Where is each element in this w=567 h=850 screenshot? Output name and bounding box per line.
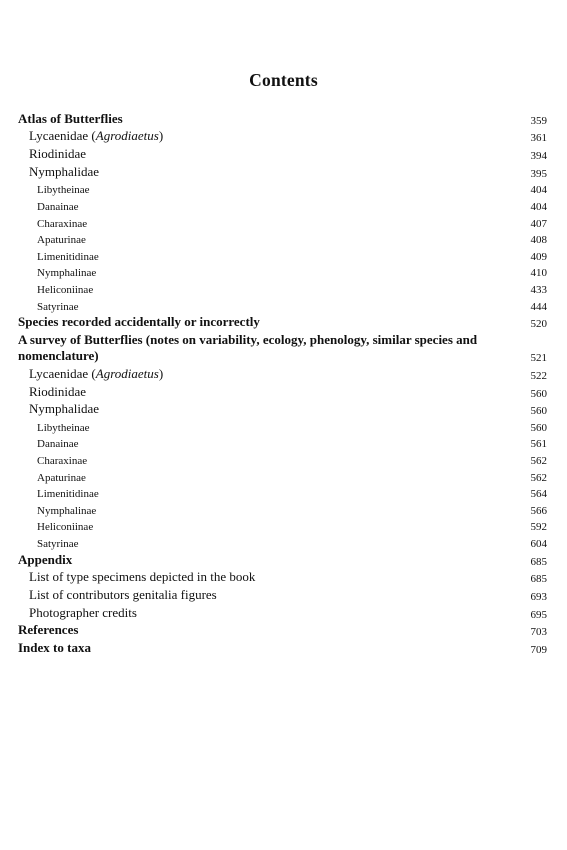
toc-entry-title-part: Riodinidae	[29, 146, 87, 162]
toc-entry-title-part: Charaxinae	[37, 217, 88, 230]
toc-page-number: 404	[530, 184, 547, 197]
toc-entry-title	[18, 521, 93, 533]
toc-entry-title-part: Danainae	[37, 438, 79, 451]
toc-entry[interactable]	[18, 568, 547, 586]
toc-page-number: 407	[530, 217, 547, 230]
toc-entry-title-part: Photographer credits	[29, 604, 137, 620]
toc-entry-title	[18, 422, 90, 434]
toc-entry-title-part: List of type specimens depicted in the book	[29, 569, 256, 585]
toc-entry[interactable]	[18, 213, 547, 230]
toc-entry-title	[18, 587, 217, 603]
toc-entry-title	[18, 201, 79, 213]
toc-entry[interactable]	[18, 162, 547, 180]
toc-entry[interactable]	[18, 330, 547, 364]
toc-page-number: 522	[530, 369, 547, 382]
toc-entry[interactable]	[18, 144, 547, 162]
toc-entry-title-part: )	[158, 128, 164, 144]
toc-entry-title	[18, 552, 72, 568]
toc-page-number: 410	[530, 267, 547, 280]
toc-page-number: 394	[530, 150, 547, 163]
toc-entry-title-part: List of contributors genitalia figures	[29, 587, 217, 603]
toc-entry-title	[18, 128, 163, 144]
toc-entry-title-part: Riodinidae	[29, 383, 87, 399]
toc-entry[interactable]	[18, 603, 547, 621]
toc-entry-title-part: Apaturinae	[37, 234, 86, 247]
toc-entry-title-part: Charaxinae	[37, 455, 88, 468]
toc-entry-title	[18, 438, 79, 450]
toc-entry[interactable]	[18, 484, 547, 501]
toc-entry-title	[18, 301, 79, 313]
toc-entry[interactable]	[18, 279, 547, 296]
toc-entry[interactable]	[18, 263, 547, 280]
toc-entry-title	[18, 538, 79, 550]
toc-page-number: 562	[530, 471, 547, 484]
toc-page-number: 564	[530, 488, 547, 501]
toc-page-number: 560	[530, 387, 547, 400]
toc-entry-title-part: Nymphalidae	[29, 163, 100, 179]
toc-entry[interactable]	[18, 196, 547, 213]
toc-entry[interactable]	[18, 550, 547, 568]
toc-page-number: 444	[530, 300, 547, 313]
table-of-contents	[18, 109, 547, 656]
toc-entry-title-part: Heliconiinae	[37, 283, 94, 296]
toc-entry[interactable]	[18, 313, 547, 331]
toc-entry-title	[18, 472, 86, 484]
toc-entry-title-part: Index to taxa	[18, 640, 91, 656]
toc-entry-title	[18, 640, 91, 656]
toc-entry[interactable]	[18, 109, 547, 127]
toc-entry-title	[18, 488, 99, 500]
toc-entry[interactable]	[18, 127, 547, 145]
toc-entry-title-part: Apaturinae	[37, 471, 86, 484]
toc-entry-title-part: A survey of Butterflies (notes on variability, ecology, phenology, similar species and nomenclature)	[18, 332, 478, 364]
toc-entry-title	[18, 569, 255, 585]
page-title: Contents	[249, 70, 318, 90]
toc-entry-title	[18, 234, 86, 246]
toc-entry-title	[18, 284, 93, 296]
toc-page-number: 703	[530, 626, 547, 639]
toc-page-number: 404	[530, 200, 547, 213]
toc-entry-title	[18, 505, 96, 517]
toc-entry-title	[18, 164, 99, 180]
toc-entry-title-part: Libytheinae	[37, 184, 90, 197]
toc-entry-title-part: )	[158, 365, 164, 381]
toc-page-number: 521	[530, 352, 547, 365]
toc-page-number: 685	[530, 573, 547, 586]
toc-entry[interactable]	[18, 400, 547, 418]
toc-entry-title	[18, 146, 86, 162]
toc-page-number: 560	[530, 405, 547, 418]
toc-page-number: 560	[530, 421, 547, 434]
toc-page-number: 520	[530, 318, 547, 331]
toc-entry-title	[18, 251, 99, 263]
toc-entry-title	[18, 605, 137, 621]
toc-entry[interactable]	[18, 467, 547, 484]
toc-entry-title-part: Lycaenidae (	[29, 128, 96, 144]
toc-page-number: 685	[530, 555, 547, 568]
toc-page-number: 561	[530, 438, 547, 451]
toc-page-number: 592	[530, 521, 547, 534]
toc-entry-title-italic: Agrodiaetus	[95, 128, 159, 144]
toc-entry[interactable]	[18, 500, 547, 517]
toc-page-number: 709	[530, 644, 547, 657]
toc-entry-title-part: Satyrinae	[37, 538, 79, 550]
toc-entry-title	[18, 267, 96, 279]
toc-entry-title-italic: Agrodiaetus	[95, 365, 159, 381]
toc-entry-title-part: References	[18, 622, 79, 638]
toc-entry[interactable]	[18, 533, 547, 550]
toc-entry[interactable]	[18, 246, 547, 263]
toc-entry-title-part: Species recorded accidentally or incorrectly	[18, 314, 260, 330]
toc-entry-title-part: Appendix	[18, 551, 73, 567]
toc-entry-title	[18, 218, 87, 230]
toc-entry-title	[18, 184, 90, 196]
toc-entry[interactable]	[18, 517, 547, 534]
toc-entry-title-part: Libytheinae	[37, 421, 90, 434]
toc-entry[interactable]	[18, 382, 547, 400]
toc-entry[interactable]	[18, 585, 547, 603]
toc-entry[interactable]	[18, 621, 547, 639]
toc-page-number: 409	[530, 250, 547, 263]
toc-entry-title-part: Danainae	[37, 200, 79, 213]
toc-entry[interactable]	[18, 434, 547, 451]
toc-entry-title	[18, 332, 478, 364]
toc-entry-title	[18, 455, 87, 467]
toc-entry-title-part: Nymphalinae	[37, 504, 97, 517]
toc-page-number: 566	[530, 504, 547, 517]
toc-page-number: 562	[530, 455, 547, 468]
toc-page-number: 408	[530, 234, 547, 247]
toc-page-number: 604	[530, 538, 547, 550]
toc-entry-title-part: Nymphalidae	[29, 401, 100, 417]
toc-entry[interactable]	[18, 450, 547, 467]
toc-entry[interactable]	[18, 230, 547, 247]
toc-entry-title-part: Lycaenidae (	[29, 365, 96, 381]
toc-entry[interactable]	[18, 638, 547, 656]
toc-page-number: 359	[530, 114, 547, 127]
toc-entry-title	[18, 622, 78, 638]
toc-entry-title-part: Limenitidinae	[37, 250, 99, 263]
toc-entry-title	[18, 111, 123, 127]
toc-entry-title	[18, 366, 163, 382]
toc-page-number: 433	[530, 283, 547, 296]
toc-entry-title-part: Limenitidinae	[37, 488, 99, 501]
toc-entry-title-part: Heliconiinae	[37, 521, 94, 534]
toc-entry-title-part: Atlas of Butterflies	[18, 110, 123, 126]
toc-page-number: 361	[530, 132, 547, 145]
toc-page-number: 695	[530, 608, 547, 621]
toc-page-number: 693	[530, 591, 547, 604]
toc-page-number: 395	[530, 167, 547, 180]
toc-entry-title	[18, 384, 86, 400]
toc-entry-title-part: Satyrinae	[37, 300, 79, 313]
toc-entry[interactable]	[18, 364, 547, 382]
toc-entry-title	[18, 314, 260, 330]
toc-entry[interactable]	[18, 180, 547, 197]
toc-entry-title	[18, 401, 99, 417]
toc-entry[interactable]	[18, 296, 547, 313]
toc-entry-title-part: Nymphalinae	[37, 267, 97, 280]
toc-entry[interactable]	[18, 417, 547, 434]
